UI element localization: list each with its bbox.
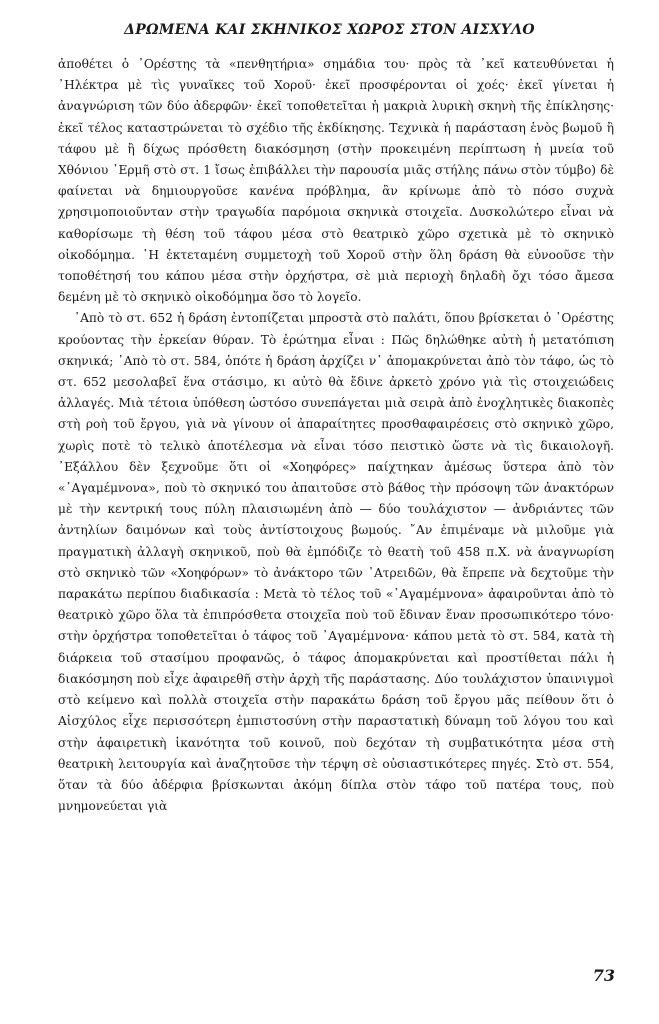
body-text: [58, 54, 614, 817]
page-number: 73: [592, 966, 615, 985]
paragraph: ἀποθέτει ὁ ᾿Ορέστης τὰ «πενθητήρια» σημάδια του· πρὸς τὰ ᾽κεῖ κατευθύνεται ἡ ᾿Ηλέκτρα μὲ τὶς γυναῖκες τοῦ Χοροῦ· ἐκεῖ προσφέρονται οἱ χοές· ἐκεῖ γίνεται ἡ ἀναγνώριση τῶν δύο ἀδερφῶν· ἐκεῖ τοποθετεῖται ἡ μακριὰ λυρικὴ σκηνὴ τῆς ἐπίκλησης· ἐκεῖ τέλος καταστρώνεται τὸ σχέδιο τῆς ἐκδίκησης. Τεχνικὰ ἡ παράσταση ἑνὸς βωμοῦ ἢ τάφου μὲ ἢ δίχως πρόσθετη διακόσμηση (στὴν προκειμένη περίπτωση ἡ μνεία τοῦ Χθόνιου ῾Ερμῆ στὸ στ. 1 ἴσως ἐπιβάλλει τὴν παρουσία μιᾶς στήλης πάνω στὸν τύμβο) δὲ φαίνεται νὰ δημιουργοῦσε κανένα πρόβλημα, ἂν κρίνωμε ἀπὸ τὸ πόσο συχνὰ χρησιμοποιοῦνταν στὴν τραγωδία παρόμοια σκηνικὰ στοιχεῖα. Δυσκολώτερο εἶναι νὰ καθορίσωμε τὴ θέση τοῦ τάφου μέσα στὸ θεατρικὸ χῶρο σχετικὰ μὲ τὸ σκηνικὸ οἰκοδόμημα. ῾Η ἐκτεταμένη συμμετοχὴ τοῦ Χοροῦ στὴν ὅλη δράση θὰ εὐνοοῦσε τὴν τοποθέτησή του κάπου μέσα στὴν ὀρχήστρα, σὲ μιὰ περιοχὴ δηλαδὴ ὄχι τόσο ἄμεσα δεμένη μὲ τὸ σκηνικὸ οἰκοδόμημα ὅσο τὸ λογεῖο.: [58, 57, 614, 305]
paragraph: ᾿Απὸ τὸ στ. 652 ἡ δράση ἐντοπίζεται μπροστὰ στὸ παλάτι, ὅπου βρίσκεται ὁ ᾿Ορέστης κρούοντας τὴν ἑρκείαν θύραν. Τὸ ἐρώτημα εἶναι : Πῶς δηλώθηκε αὐτὴ ἡ μετατόπιση σκηνικά; ᾿Απὸ τὸ στ. 584, ὁπότε ἡ δράση ἀρχίζει ν᾿ ἀπομακρύνεται ἀπὸ τὸν τάφο, ὡς τὸ στ. 652 μεσολαβεῖ ἕνα στάσιμο, κι αὐτὸ θὰ ἔδινε ἀρκετὸ χρόνο γιὰ τὶς στοιχειώδεις ἀλλαγές. Μιὰ τέτοια ὑπόθεση ὡστόσο συνεπάγεται μιὰ σειρὰ ἀπὸ ἐνοχλητικὲς διακοπὲς στὴ ροὴ τοῦ ἔργου, γιὰ νὰ γίνουν οἱ ἀπαραίτητες προσθαφαιρέσεις στὸ σκηνικὸ χῶρο, χωρὶς ποτὲ τὸ τελικὸ ἀποτέλεσμα νὰ εἶναι τόσο πειστικὸ ὥστε νὰ τὶς δικαιολογῆ. ᾿Εξάλλου δὲν ξεχνοῦμε ὅτι οἱ «Χοηφόρες» παίχτηκαν ἀμέσως ὕστερα ἀπὸ τὸν «᾿Αγαμέμνονα», ποὺ τὸ σκηνικό του ἀπαιτοῦσε στὸ βάθος τὴν πρόσοψη τῶν ἀνακτόρων μὲ τὴν κεντρική τους πύλη πλαισιωμένη ἀπὸ — δύο τουλάχιστον — ἀνδριάντες τῶν ἀντηλίων δαιμόνων καὶ τοὺς ἀντίστοιχους βωμούς. ῎Αν ἐπιμέναμε νὰ μιλοῦμε γιὰ πραγματικὴ ἀλλαγὴ σκηνικοῦ, ποὺ θὰ ἐμπόδιζε τὸ θεατὴ τοῦ 458 π.Χ. νὰ ἀναγνωρίση στὸ σκηνικὸ τῶν «Χοηφόρων» τὸ ἀνάκτορο τῶν ᾿Ατρειδῶν, θὰ ἔπρεπε νὰ δεχτοῦμε τὴν παρακάτω περίπου διαδικασία : Μετὰ τὸ τέλος τοῦ «᾿Αγαμέμνονα» ἀφαιροῦνται ἀπὸ τὸ θεατρικὸ χῶρο ὅλα τὰ ἐπιπρόσθετα στοιχεῖα ποὺ τοῦ ἔδιναν ἕναν προσωπικότερο τόνο· στὴν ὀρχήστρα τοποθετεῖται ὁ τάφος τοῦ ᾿Αγαμέμνονα· κάπου μετὰ τὸ στ. 584, κατὰ τὴ διάρκεια τοῦ στασίμου προφανῶς, ὁ τάφος ἀπομακρύνεται καὶ προστίθεται πάλι ἡ διακόσμηση ποὺ εἶχε ἀφαιρεθῆ στὴν ἀρχὴ τῆς παράστασης. Δύο τουλάχιστον ὑπαινιγμοὶ στὸ κείμενο καὶ πολλὰ στοιχεῖα στὴν παρακάτω δράση τοῦ ἔργου μᾶς πείθουν ὅτι ὁ Αἰσχύλος εἶχε περισσότερη ἐμπιστοσύνη στὴν παραστατικὴ δύναμη τοῦ λόγου του καὶ στὴν ἀφαιρετικὴ ἱκανότητα τοῦ κοινοῦ, ποὺ δεχόταν τὴ συμβατικότητα μέσα στὴ θεατρικὴ λειτουργία καὶ ἀναζητοῦσε τὴν τέρψη σὲ οὐσιαστικότερες πηγές. Στὸ στ. 554, ὅταν τὰ δύο ἀδέρφια βρίσκωνται ἀκόμη δίπλα στὸν τάφο τοῦ πατέρα τους, ποὺ μνημονεύεται γιὰ: [58, 311, 614, 814]
running-head: ΔΡΩΜΕΝΑ ΚΑΙ ΣΚΗΝΙΚΟΣ ΧΩΡΟΣ ΣΤΟΝ ΑΙΣΧΥΛΟ: [124, 22, 535, 38]
